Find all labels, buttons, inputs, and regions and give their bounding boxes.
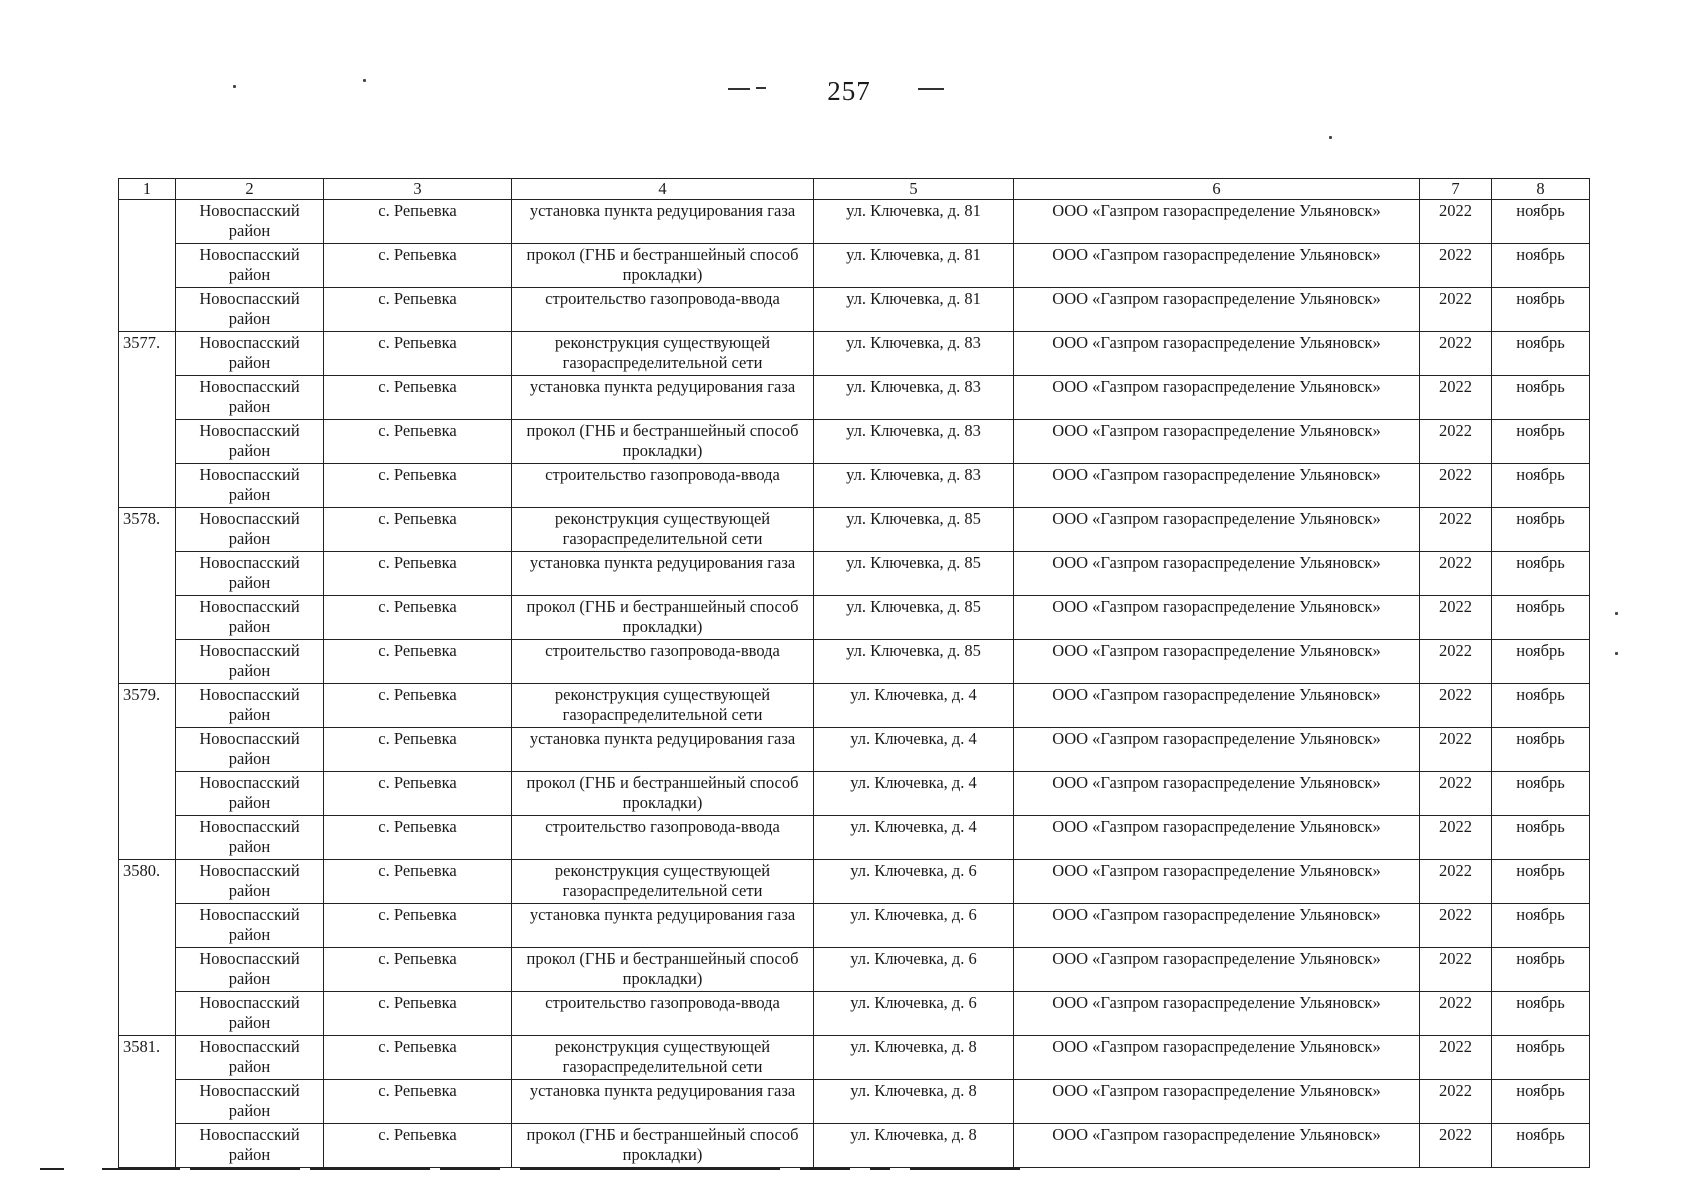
organization-cell: ООО «Газпром газораспределение Ульяновск» bbox=[1014, 1124, 1420, 1168]
table-row bbox=[119, 904, 1590, 948]
year-cell: 2022 bbox=[1420, 244, 1492, 288]
table-row bbox=[119, 288, 1590, 332]
year-cell: 2022 bbox=[1420, 860, 1492, 904]
organization-cell: ООО «Газпром газораспределение Ульяновск» bbox=[1014, 948, 1420, 992]
address-cell: ул. Ключевка, д. 81 bbox=[814, 288, 1014, 332]
settlement-cell: с. Репьевка bbox=[324, 1080, 512, 1124]
address-cell: ул. Ключевка, д. 83 bbox=[814, 376, 1014, 420]
year-cell: 2022 bbox=[1420, 816, 1492, 860]
year-cell: 2022 bbox=[1420, 1124, 1492, 1168]
work-type-cell: строительство газопровода-ввода bbox=[512, 992, 814, 1036]
row-number-cell bbox=[119, 816, 176, 860]
address-cell: ул. Ключевка, д. 83 bbox=[814, 464, 1014, 508]
row-number-cell: 3581. bbox=[119, 1036, 176, 1080]
address-cell: ул. Ключевка, д. 4 bbox=[814, 772, 1014, 816]
settlement-cell: с. Репьевка bbox=[324, 684, 512, 728]
row-number-cell bbox=[119, 420, 176, 464]
address-cell: ул. Ключевка, д. 4 bbox=[814, 728, 1014, 772]
work-type-cell: строительство газопровода-ввода bbox=[512, 816, 814, 860]
column-header: 7 bbox=[1420, 179, 1492, 200]
month-cell: ноябрь bbox=[1492, 200, 1590, 244]
district-cell: Новоспасский район bbox=[176, 992, 324, 1036]
organization-cell: ООО «Газпром газораспределение Ульяновск» bbox=[1014, 464, 1420, 508]
row-number-cell bbox=[119, 640, 176, 684]
district-cell: Новоспасский район bbox=[176, 904, 324, 948]
month-cell: ноябрь bbox=[1492, 332, 1590, 376]
district-cell: Новоспасский район bbox=[176, 200, 324, 244]
gas-works-table bbox=[118, 178, 1590, 1168]
table-row bbox=[119, 1036, 1590, 1080]
month-cell: ноябрь bbox=[1492, 508, 1590, 552]
month-cell: ноябрь bbox=[1492, 596, 1590, 640]
district-cell: Новоспасский район bbox=[176, 1124, 324, 1168]
organization-cell: ООО «Газпром газораспределение Ульяновск» bbox=[1014, 816, 1420, 860]
month-cell: ноябрь bbox=[1492, 684, 1590, 728]
year-cell: 2022 bbox=[1420, 200, 1492, 244]
address-cell: ул. Ключевка, д. 4 bbox=[814, 816, 1014, 860]
settlement-cell: с. Репьевка bbox=[324, 200, 512, 244]
row-number-cell bbox=[119, 1080, 176, 1124]
district-cell: Новоспасский район bbox=[176, 332, 324, 376]
district-cell: Новоспасский район bbox=[176, 640, 324, 684]
month-cell: ноябрь bbox=[1492, 860, 1590, 904]
settlement-cell: с. Репьевка bbox=[324, 948, 512, 992]
address-cell: ул. Ключевка, д. 83 bbox=[814, 420, 1014, 464]
organization-cell: ООО «Газпром газораспределение Ульяновск» bbox=[1014, 244, 1420, 288]
row-number-cell bbox=[119, 728, 176, 772]
district-cell: Новоспасский район bbox=[176, 1036, 324, 1080]
table-row bbox=[119, 640, 1590, 684]
table-row bbox=[119, 376, 1590, 420]
row-number-cell bbox=[119, 948, 176, 992]
table-row bbox=[119, 728, 1590, 772]
table-row bbox=[119, 992, 1590, 1036]
work-type-cell: реконструкция существующей газораспределительной сети bbox=[512, 332, 814, 376]
organization-cell: ООО «Газпром газораспределение Ульяновск» bbox=[1014, 552, 1420, 596]
organization-cell: ООО «Газпром газораспределение Ульяновск» bbox=[1014, 772, 1420, 816]
year-cell: 2022 bbox=[1420, 1080, 1492, 1124]
table-row bbox=[119, 332, 1590, 376]
organization-cell: ООО «Газпром газораспределение Ульяновск» bbox=[1014, 904, 1420, 948]
address-cell: ул. Ключевка, д. 4 bbox=[814, 684, 1014, 728]
table-row bbox=[119, 508, 1590, 552]
work-type-cell: прокол (ГНБ и бестраншейный способ прокладки) bbox=[512, 1124, 814, 1168]
address-cell: ул. Ключевка, д. 8 bbox=[814, 1080, 1014, 1124]
year-cell: 2022 bbox=[1420, 508, 1492, 552]
work-type-cell: строительство газопровода-ввода bbox=[512, 640, 814, 684]
year-cell: 2022 bbox=[1420, 552, 1492, 596]
year-cell: 2022 bbox=[1420, 904, 1492, 948]
row-number-cell: 3578. bbox=[119, 508, 176, 552]
district-cell: Новоспасский район bbox=[176, 376, 324, 420]
year-cell: 2022 bbox=[1420, 376, 1492, 420]
address-cell: ул. Ключевка, д. 81 bbox=[814, 200, 1014, 244]
year-cell: 2022 bbox=[1420, 772, 1492, 816]
year-cell: 2022 bbox=[1420, 948, 1492, 992]
table-row bbox=[119, 1080, 1590, 1124]
work-type-cell: реконструкция существующей газораспределительной сети bbox=[512, 508, 814, 552]
settlement-cell: с. Репьевка bbox=[324, 860, 512, 904]
settlement-cell: с. Репьевка bbox=[324, 508, 512, 552]
month-cell: ноябрь bbox=[1492, 816, 1590, 860]
table-row bbox=[119, 772, 1590, 816]
district-cell: Новоспасский район bbox=[176, 464, 324, 508]
year-cell: 2022 bbox=[1420, 596, 1492, 640]
table-row bbox=[119, 1124, 1590, 1168]
address-cell: ул. Ключевка, д. 6 bbox=[814, 948, 1014, 992]
column-header: 4 bbox=[512, 179, 814, 200]
work-type-cell: прокол (ГНБ и бестраншейный способ прокладки) bbox=[512, 772, 814, 816]
settlement-cell: с. Репьевка bbox=[324, 464, 512, 508]
address-cell: ул. Ключевка, д. 85 bbox=[814, 552, 1014, 596]
year-cell: 2022 bbox=[1420, 332, 1492, 376]
month-cell: ноябрь bbox=[1492, 1124, 1590, 1168]
month-cell: ноябрь bbox=[1492, 728, 1590, 772]
address-cell: ул. Ключевка, д. 81 bbox=[814, 244, 1014, 288]
district-cell: Новоспасский район bbox=[176, 772, 324, 816]
district-cell: Новоспасский район bbox=[176, 596, 324, 640]
table-body bbox=[119, 200, 1590, 1168]
settlement-cell: с. Репьевка bbox=[324, 376, 512, 420]
settlement-cell: с. Репьевка bbox=[324, 244, 512, 288]
settlement-cell: с. Репьевка bbox=[324, 772, 512, 816]
district-cell: Новоспасский район bbox=[176, 552, 324, 596]
settlement-cell: с. Репьевка bbox=[324, 1124, 512, 1168]
year-cell: 2022 bbox=[1420, 464, 1492, 508]
address-cell: ул. Ключевка, д. 85 bbox=[814, 640, 1014, 684]
organization-cell: ООО «Газпром газораспределение Ульяновск» bbox=[1014, 200, 1420, 244]
table-row bbox=[119, 596, 1590, 640]
work-type-cell: реконструкция существующей газораспределительной сети bbox=[512, 684, 814, 728]
year-cell: 2022 bbox=[1420, 1036, 1492, 1080]
settlement-cell: с. Репьевка bbox=[324, 420, 512, 464]
row-number-cell bbox=[119, 244, 176, 288]
table-row bbox=[119, 552, 1590, 596]
address-cell: ул. Ключевка, д. 85 bbox=[814, 508, 1014, 552]
row-number-cell bbox=[119, 200, 176, 244]
row-number-cell: 3580. bbox=[119, 860, 176, 904]
work-type-cell: прокол (ГНБ и бестраншейный способ прокладки) bbox=[512, 596, 814, 640]
organization-cell: ООО «Газпром газораспределение Ульяновск» bbox=[1014, 420, 1420, 464]
month-cell: ноябрь bbox=[1492, 772, 1590, 816]
month-cell: ноябрь bbox=[1492, 1036, 1590, 1080]
scan-speck bbox=[1329, 136, 1332, 139]
table-row bbox=[119, 860, 1590, 904]
district-cell: Новоспасский район bbox=[176, 948, 324, 992]
table-row bbox=[119, 420, 1590, 464]
year-cell: 2022 bbox=[1420, 420, 1492, 464]
organization-cell: ООО «Газпром газораспределение Ульяновск» bbox=[1014, 332, 1420, 376]
settlement-cell: с. Репьевка bbox=[324, 1036, 512, 1080]
month-cell: ноябрь bbox=[1492, 552, 1590, 596]
work-type-cell: прокол (ГНБ и бестраншейный способ прокладки) bbox=[512, 420, 814, 464]
scan-speck bbox=[1615, 652, 1618, 655]
organization-cell: ООО «Газпром газораспределение Ульяновск» bbox=[1014, 684, 1420, 728]
row-number-cell bbox=[119, 552, 176, 596]
column-header: 8 bbox=[1492, 179, 1590, 200]
work-type-cell: установка пункта редуцирования газа bbox=[512, 376, 814, 420]
column-header: 5 bbox=[814, 179, 1014, 200]
row-number-cell bbox=[119, 376, 176, 420]
column-header: 2 bbox=[176, 179, 324, 200]
table-row bbox=[119, 244, 1590, 288]
organization-cell: ООО «Газпром газораспределение Ульяновск» bbox=[1014, 992, 1420, 1036]
organization-cell: ООО «Газпром газораспределение Ульяновск» bbox=[1014, 640, 1420, 684]
settlement-cell: с. Репьевка bbox=[324, 904, 512, 948]
month-cell: ноябрь bbox=[1492, 244, 1590, 288]
table-row bbox=[119, 684, 1590, 728]
address-cell: ул. Ключевка, д. 8 bbox=[814, 1036, 1014, 1080]
organization-cell: ООО «Газпром газораспределение Ульяновск» bbox=[1014, 1036, 1420, 1080]
work-type-cell: установка пункта редуцирования газа bbox=[512, 200, 814, 244]
row-number-cell bbox=[119, 1124, 176, 1168]
table-row bbox=[119, 464, 1590, 508]
address-cell: ул. Ключевка, д. 6 bbox=[814, 992, 1014, 1036]
address-cell: ул. Ключевка, д. 8 bbox=[814, 1124, 1014, 1168]
address-cell: ул. Ключевка, д. 85 bbox=[814, 596, 1014, 640]
organization-cell: ООО «Газпром газораспределение Ульяновск» bbox=[1014, 596, 1420, 640]
work-type-cell: установка пункта редуцирования газа bbox=[512, 904, 814, 948]
work-type-cell: прокол (ГНБ и бестраншейный способ прокладки) bbox=[512, 948, 814, 992]
month-cell: ноябрь bbox=[1492, 288, 1590, 332]
district-cell: Новоспасский район bbox=[176, 288, 324, 332]
settlement-cell: с. Репьевка bbox=[324, 816, 512, 860]
work-type-cell: прокол (ГНБ и бестраншейный способ прокладки) bbox=[512, 244, 814, 288]
month-cell: ноябрь bbox=[1492, 948, 1590, 992]
settlement-cell: с. Репьевка bbox=[324, 332, 512, 376]
organization-cell: ООО «Газпром газораспределение Ульяновск» bbox=[1014, 728, 1420, 772]
row-number-cell bbox=[119, 464, 176, 508]
address-cell: ул. Ключевка, д. 6 bbox=[814, 860, 1014, 904]
month-cell: ноябрь bbox=[1492, 992, 1590, 1036]
settlement-cell: с. Репьевка bbox=[324, 596, 512, 640]
organization-cell: ООО «Газпром газораспределение Ульяновск» bbox=[1014, 1080, 1420, 1124]
work-type-cell: реконструкция существующей газораспределительной сети bbox=[512, 860, 814, 904]
year-cell: 2022 bbox=[1420, 728, 1492, 772]
page-number: 257 bbox=[827, 76, 871, 106]
month-cell: ноябрь bbox=[1492, 1080, 1590, 1124]
district-cell: Новоспасский район bbox=[176, 1080, 324, 1124]
organization-cell: ООО «Газпром газораспределение Ульяновск» bbox=[1014, 860, 1420, 904]
district-cell: Новоспасский район bbox=[176, 816, 324, 860]
district-cell: Новоспасский район bbox=[176, 728, 324, 772]
settlement-cell: с. Репьевка bbox=[324, 288, 512, 332]
row-number-cell: 3579. bbox=[119, 684, 176, 728]
row-number-cell bbox=[119, 992, 176, 1036]
organization-cell: ООО «Газпром газораспределение Ульяновск» bbox=[1014, 508, 1420, 552]
work-type-cell: установка пункта редуцирования газа bbox=[512, 1080, 814, 1124]
district-cell: Новоспасский район bbox=[176, 684, 324, 728]
district-cell: Новоспасский район bbox=[176, 860, 324, 904]
work-type-cell: строительство газопровода-ввода bbox=[512, 464, 814, 508]
organization-cell: ООО «Газпром газораспределение Ульяновск» bbox=[1014, 376, 1420, 420]
column-header: 1 bbox=[119, 179, 176, 200]
work-type-cell: строительство газопровода-ввода bbox=[512, 288, 814, 332]
year-cell: 2022 bbox=[1420, 640, 1492, 684]
address-cell: ул. Ключевка, д. 83 bbox=[814, 332, 1014, 376]
settlement-cell: с. Репьевка bbox=[324, 552, 512, 596]
work-type-cell: установка пункта редуцирования газа bbox=[512, 728, 814, 772]
row-number-cell bbox=[119, 288, 176, 332]
column-header: 3 bbox=[324, 179, 512, 200]
row-number-cell bbox=[119, 772, 176, 816]
year-cell: 2022 bbox=[1420, 684, 1492, 728]
table-row bbox=[119, 816, 1590, 860]
column-header: 6 bbox=[1014, 179, 1420, 200]
table-row bbox=[119, 200, 1590, 244]
month-cell: ноябрь bbox=[1492, 640, 1590, 684]
row-number-cell: 3577. bbox=[119, 332, 176, 376]
year-cell: 2022 bbox=[1420, 288, 1492, 332]
year-cell: 2022 bbox=[1420, 992, 1492, 1036]
district-cell: Новоспасский район bbox=[176, 420, 324, 464]
row-number-cell bbox=[119, 596, 176, 640]
organization-cell: ООО «Газпром газораспределение Ульяновск» bbox=[1014, 288, 1420, 332]
settlement-cell: с. Репьевка bbox=[324, 992, 512, 1036]
month-cell: ноябрь bbox=[1492, 464, 1590, 508]
month-cell: ноябрь bbox=[1492, 420, 1590, 464]
work-type-cell: реконструкция существующей газораспределительной сети bbox=[512, 1036, 814, 1080]
work-type-cell: установка пункта редуцирования газа bbox=[512, 552, 814, 596]
scan-bottom-line bbox=[40, 1168, 1070, 1171]
district-cell: Новоспасский район bbox=[176, 508, 324, 552]
month-cell: ноябрь bbox=[1492, 904, 1590, 948]
row-number-cell bbox=[119, 904, 176, 948]
column-number-row bbox=[119, 179, 1590, 200]
scan-speck bbox=[1615, 612, 1618, 615]
district-cell: Новоспасский район bbox=[176, 244, 324, 288]
settlement-cell: с. Репьевка bbox=[324, 728, 512, 772]
table-row bbox=[119, 948, 1590, 992]
address-cell: ул. Ключевка, д. 6 bbox=[814, 904, 1014, 948]
settlement-cell: с. Репьевка bbox=[324, 640, 512, 684]
month-cell: ноябрь bbox=[1492, 376, 1590, 420]
